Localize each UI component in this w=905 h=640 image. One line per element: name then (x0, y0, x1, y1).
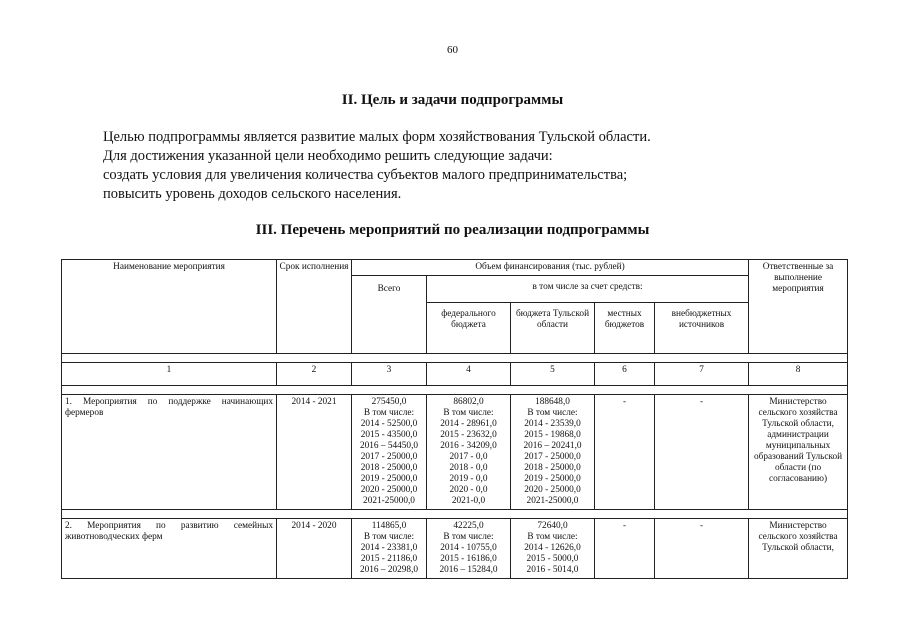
regional-financing-line: 2020 - 25000,0 (524, 485, 581, 495)
column-number: 3 (352, 363, 427, 386)
regional-financing-line: 2015 - 19868,0 (524, 430, 581, 440)
regional-financing (511, 395, 595, 510)
total-financing-line: В том числе: (363, 408, 415, 418)
regional-financing-line: 2016 - 5014,0 (526, 565, 579, 575)
federal-financing-line: 2019 - 0,0 (449, 474, 488, 484)
column-number: 6 (595, 363, 655, 386)
section-title-goals: II. Цель и задачи подпрограммы (341, 92, 564, 108)
regional-financing-line: 72640,0 (537, 521, 568, 531)
header-local: местных бюджетов (595, 303, 655, 354)
federal-financing-line: 2016 – 15284,0 (439, 565, 498, 575)
header-name: Наименование мероприятия (62, 260, 277, 354)
total-financing-line: 275450,0 (371, 397, 407, 407)
table-body (62, 395, 848, 579)
header-term: Срок исполнения (277, 260, 352, 354)
federal-financing-line: 2018 - 0,0 (449, 463, 488, 473)
measure-term: 2014 - 2020 (277, 519, 352, 579)
goals-line: Для достижения указанной цели необходимо решить следующие задачи: (103, 148, 553, 164)
total-financing-line: 2021-25000,0 (363, 496, 415, 506)
total-financing-line: 2015 - 21186,0 (360, 554, 418, 564)
column-number: 1 (62, 363, 277, 386)
section-title-measures: III. Перечень мероприятий по реализации подпрограммы (255, 222, 650, 238)
total-financing-line: В том числе: (363, 532, 415, 542)
federal-financing-line: 2015 - 23632,0 (440, 430, 497, 440)
measure-name: 1. Мероприятия по поддержке начинающих фермеров (62, 395, 277, 510)
federal-financing-line: 2017 - 0,0 (449, 452, 488, 462)
federal-financing-line: 2021-0,0 (451, 496, 486, 506)
regional-financing-line: 2018 - 25000,0 (524, 463, 581, 473)
total-financing-line: 114865,0 (371, 521, 407, 531)
regional-financing-line: В том числе: (527, 532, 578, 542)
header-including: в том числе за счет средств: (427, 276, 749, 303)
goals-paragraph (103, 128, 803, 204)
header-federal: федерального бюджета (427, 303, 511, 354)
total-financing (352, 519, 427, 579)
federal-financing-line: 42225,0 (453, 521, 484, 531)
regional-financing-line: 2019 - 25000,0 (524, 474, 581, 484)
goals-line: Целью подпрограммы является развитие малых форм хозяйствования Тульской области. (103, 129, 651, 145)
responsible-party: Министерство сельского хозяйства Тульской области, администрации муниципальных образований Тульской области (по согласованию) (749, 395, 848, 510)
federal-financing-line: 2014 - 10755,0 (440, 543, 497, 553)
total-financing-line: 2014 - 52500,0 (360, 419, 418, 429)
total-financing-line: 2015 - 43500,0 (360, 430, 418, 440)
column-number: 7 (655, 363, 749, 386)
total-financing-line: 2018 - 25000,0 (360, 463, 418, 473)
total-financing-line: 2019 - 25000,0 (360, 474, 418, 484)
total-financing-line: 2016 – 54450,0 (359, 441, 419, 451)
federal-financing-line: 86802,0 (453, 397, 484, 407)
column-number: 2 (277, 363, 352, 386)
federal-financing-line: 2020 - 0,0 (449, 485, 488, 495)
regional-financing-line: 2014 - 12626,0 (524, 543, 581, 553)
page-number: 60 (447, 44, 458, 56)
goals-line: повысить уровень доходов сельского населения. (103, 186, 402, 202)
regional-financing-line: 188648,0 (535, 397, 570, 407)
regional-financing-line: 2017 - 25000,0 (524, 452, 581, 462)
header-regional: бюджета Тульской области (511, 303, 595, 354)
local-financing: - (595, 519, 655, 579)
regional-financing-line: 2014 - 23539,0 (524, 419, 581, 429)
federal-financing (427, 519, 511, 579)
extra-financing: - (655, 519, 749, 579)
regional-financing-line: 2021-25000,0 (526, 496, 579, 506)
total-financing-line: 2020 - 25000,0 (360, 485, 418, 495)
header-financing: Объем финансирования (тыс. рублей) (352, 260, 749, 276)
federal-financing (427, 395, 511, 510)
header-total: Всего (352, 276, 427, 354)
measure-name: 2. Мероприятия по развитию семейных животноводческих ферм (62, 519, 277, 579)
header-responsible: Ответственные за выполнение мероприятия (749, 260, 848, 354)
table-row (62, 519, 848, 579)
federal-financing-line: В том числе: (443, 532, 494, 542)
measure-term: 2014 - 2021 (277, 395, 352, 510)
row-separator (62, 510, 848, 519)
total-financing-line: 2017 - 25000,0 (360, 452, 418, 462)
federal-financing-line: 2016 - 34209,0 (440, 441, 497, 451)
measures-table (61, 259, 848, 579)
column-number: 8 (749, 363, 848, 386)
federal-financing-line: 2015 - 16186,0 (440, 554, 497, 564)
regional-financing-line: 2015 - 5000,0 (526, 554, 579, 564)
column-number: 5 (511, 363, 595, 386)
regional-financing-line: В том числе: (527, 408, 578, 418)
responsible-party: Министерство сельского хозяйства Тульской области, (749, 519, 848, 579)
total-financing (352, 395, 427, 510)
table-row (62, 395, 848, 510)
regional-financing (511, 519, 595, 579)
total-financing-line: 2014 - 23381,0 (360, 543, 418, 553)
local-financing: - (595, 395, 655, 510)
federal-financing-line: В том числе: (443, 408, 494, 418)
federal-financing-line: 2014 - 28961,0 (440, 419, 497, 429)
extra-financing: - (655, 395, 749, 510)
column-number: 4 (427, 363, 511, 386)
total-financing-line: 2016 – 20298,0 (359, 565, 419, 575)
header-extra: внебюджетных источников (655, 303, 749, 354)
goals-line: создать условия для увеличения количества субъектов малого предпринимательства; (103, 167, 628, 183)
regional-financing-line: 2016 – 20241,0 (523, 441, 582, 451)
